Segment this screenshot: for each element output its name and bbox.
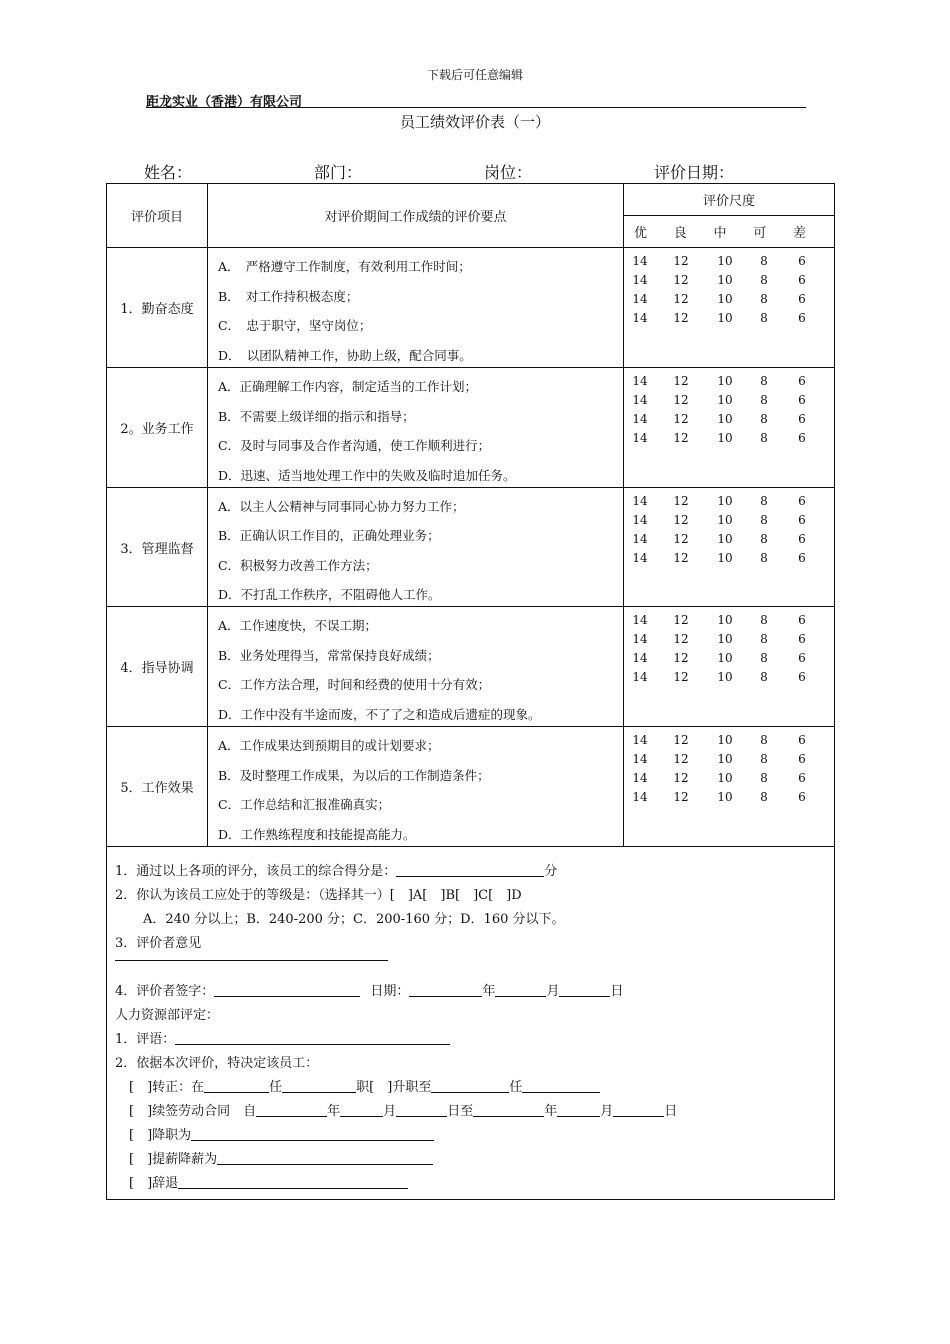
score-value[interactable]: 12	[673, 431, 689, 445]
grade-label: 优	[634, 226, 648, 241]
evaluator-opinion-label: 3．评价者意见	[115, 936, 202, 951]
promote-at-label: 任	[509, 1080, 523, 1095]
requirement-item: A．正确理解工作内容，制定适当的工作计划；	[218, 379, 478, 394]
regularize-at-label: 任	[269, 1080, 283, 1095]
section-row	[107, 248, 835, 368]
section-scores	[624, 488, 835, 607]
requirement-item: B．正确认识工作目的，正确处理业务；	[218, 528, 440, 543]
requirement-item: C．工作总结和汇报准确真实；	[218, 797, 391, 812]
score-value[interactable]: 10	[717, 752, 733, 766]
score-value[interactable]: 10	[717, 632, 733, 646]
year-label: 年	[482, 984, 496, 999]
month-blank[interactable]	[495, 983, 546, 997]
company-name: 距龙实业（香港）有限公司	[146, 95, 303, 110]
score-value[interactable]: 6	[798, 632, 806, 646]
requirement-item: C．积极努力改善工作方法；	[218, 557, 378, 573]
total-score-line	[115, 860, 557, 879]
section-name: 2。业务工作	[107, 368, 208, 488]
score-value[interactable]: 14	[632, 670, 648, 684]
score-value[interactable]: 12	[673, 393, 689, 407]
score-value[interactable]: 10	[717, 374, 733, 388]
score-value[interactable]: 12	[673, 292, 689, 306]
promote-position-blank[interactable]	[522, 1079, 600, 1093]
summary-section	[107, 847, 835, 1200]
score-value[interactable]: 6	[798, 494, 806, 508]
option-dismiss[interactable]	[129, 1172, 408, 1191]
requirement-item: B．不需要上级详细的指示和指导；	[218, 408, 415, 424]
score-row	[624, 492, 834, 511]
score-value[interactable]: 10	[717, 431, 733, 445]
evaluator-sign-label: 4．评价者签字：	[115, 984, 215, 999]
score-value[interactable]: 6	[798, 412, 806, 426]
score-value[interactable]: 10	[717, 551, 733, 565]
total-score-unit: 分	[544, 864, 558, 879]
year-label: 年	[544, 1104, 558, 1119]
score-value[interactable]: 14	[632, 292, 648, 306]
score-value[interactable]: 10	[717, 613, 733, 627]
score-value[interactable]: 14	[632, 733, 648, 747]
score-value[interactable]: 14	[632, 752, 648, 766]
score-value[interactable]: 14	[632, 311, 648, 325]
option-regularize-label: [ ]转正：在	[129, 1080, 205, 1095]
option-contract-label: [ ]续签劳动合同 自	[129, 1104, 257, 1119]
score-value[interactable]: 12	[673, 771, 689, 785]
score-value[interactable]: 10	[717, 494, 733, 508]
score-row	[624, 769, 834, 788]
score-row	[624, 731, 834, 750]
month-label: 月	[383, 1104, 397, 1119]
score-row	[624, 372, 834, 391]
score-value[interactable]: 12	[673, 374, 689, 388]
dismiss-blank[interactable]	[178, 1175, 408, 1189]
score-value[interactable]: 12	[673, 632, 689, 646]
requirement-item: B．业务处理得当，常常保持良好成绩；	[218, 647, 440, 663]
score-value[interactable]: 8	[760, 651, 768, 665]
score-value[interactable]: 6	[798, 513, 806, 527]
section-row	[107, 727, 835, 847]
score-value[interactable]: 8	[760, 431, 768, 445]
contract-to-day-blank[interactable]	[613, 1103, 664, 1117]
evaluation-table	[106, 183, 835, 1200]
hr-comment-blank[interactable]	[175, 1031, 450, 1045]
requirement-item: C．及时与同事及合作者沟通，使工作顺利进行；	[218, 438, 491, 453]
evaluator-date-label: 日期：	[370, 984, 410, 999]
score-value[interactable]: 8	[760, 292, 768, 306]
score-value[interactable]: 12	[673, 412, 689, 426]
score-row	[624, 649, 834, 668]
score-row	[624, 511, 834, 530]
score-value[interactable]: 8	[760, 551, 768, 565]
score-value[interactable]: 14	[632, 632, 648, 646]
option-salary-adjust[interactable]	[129, 1148, 433, 1167]
option-demote[interactable]	[129, 1124, 434, 1143]
score-value[interactable]: 14	[632, 532, 648, 546]
contract-from-day-blank[interactable]	[396, 1103, 447, 1117]
hr-comment-label: 1．评语：	[115, 1032, 176, 1047]
score-value[interactable]: 8	[760, 374, 768, 388]
score-value[interactable]: 10	[717, 670, 733, 684]
day-label: 日	[664, 1104, 678, 1119]
evaluator-sign-blank[interactable]	[214, 983, 360, 997]
score-value[interactable]: 14	[632, 374, 648, 388]
score-value[interactable]: 6	[798, 292, 806, 306]
score-value[interactable]: 6	[798, 790, 806, 804]
score-value[interactable]: 12	[673, 752, 689, 766]
grade-scale-note: A．240 分以上；B．240-200 分；C．200-160 分；D．160 分以下。	[143, 912, 565, 927]
score-value[interactable]: 6	[798, 551, 806, 565]
score-value[interactable]: 8	[760, 494, 768, 508]
section-name: 3．管理监督	[107, 488, 208, 607]
score-value[interactable]: 12	[673, 513, 689, 527]
section-requirements	[208, 488, 624, 607]
month-label: 月	[600, 1104, 614, 1119]
field-name-label: 姓名：	[144, 163, 193, 182]
score-row	[624, 611, 834, 630]
header-divider	[146, 107, 806, 108]
requirement-item: D．工作中没有半途而废，不了了之和造成后遗症的现象。	[218, 706, 541, 722]
section-requirements	[208, 368, 624, 488]
option-dismiss-label: [ ]辞退	[129, 1176, 179, 1191]
score-value[interactable]: 8	[760, 273, 768, 287]
contract-to-year-blank[interactable]	[473, 1103, 544, 1117]
year-label: 年	[327, 1104, 341, 1119]
salary-blank[interactable]	[217, 1151, 433, 1165]
evaluator-sign-line	[115, 980, 623, 999]
page-title: 员工绩效评价表（一）	[399, 113, 550, 131]
promote-dept-blank[interactable]	[431, 1079, 509, 1093]
score-value[interactable]: 8	[760, 733, 768, 747]
requirement-item: B．及时整理工作成果，为以后的工作制造条件；	[218, 767, 490, 783]
score-value[interactable]: 14	[632, 790, 648, 804]
contract-to-month-blank[interactable]	[557, 1103, 600, 1117]
month-label: 月	[546, 984, 560, 999]
requirement-item: B． 对工作持积极态度；	[218, 288, 359, 304]
field-date-label: 评价日期：	[654, 163, 735, 182]
requirement-item: D．工作熟练程度和技能提高能力。	[218, 826, 416, 842]
section-scores	[624, 248, 835, 368]
section-row	[107, 607, 835, 727]
score-row	[624, 410, 834, 429]
score-value[interactable]: 8	[760, 513, 768, 527]
download-note: 下载后可任意编辑	[426, 68, 523, 82]
score-value[interactable]: 8	[760, 752, 768, 766]
header-item: 评价项目	[107, 184, 208, 248]
score-value[interactable]: 14	[632, 613, 648, 627]
section-row	[107, 488, 835, 607]
grade-label: 差	[792, 226, 806, 241]
option-renew-contract[interactable]	[129, 1100, 677, 1119]
score-value[interactable]: 8	[760, 532, 768, 546]
score-value[interactable]: 6	[798, 374, 806, 388]
score-value[interactable]: 6	[798, 752, 806, 766]
score-value[interactable]: 6	[798, 733, 806, 747]
field-dept-label: 部门：	[314, 163, 363, 182]
day-blank[interactable]	[559, 983, 610, 997]
score-value[interactable]: 8	[760, 632, 768, 646]
section-scores	[624, 607, 835, 727]
score-value[interactable]: 10	[717, 733, 733, 747]
score-value[interactable]: 14	[632, 254, 648, 268]
score-value[interactable]: 14	[632, 494, 648, 508]
header-scale: 评价尺度	[624, 184, 835, 216]
section-scores	[624, 727, 835, 847]
grade-header	[624, 216, 835, 248]
score-value[interactable]: 12	[673, 670, 689, 684]
score-value[interactable]: 6	[798, 613, 806, 627]
score-value[interactable]: 14	[632, 393, 648, 407]
contract-to-label: 日至	[447, 1104, 474, 1119]
score-value[interactable]: 10	[717, 532, 733, 546]
section-row	[107, 368, 835, 488]
regularize-dept-blank[interactable]	[204, 1079, 269, 1093]
score-row	[624, 750, 834, 769]
requirement-item: A． 严格遵守工作制度，有效利用工作时间；	[218, 259, 471, 274]
score-value[interactable]: 8	[760, 790, 768, 804]
requirement-item: D． 以团队精神工作，协助上级，配合同事。	[218, 347, 472, 363]
score-value[interactable]: 12	[673, 790, 689, 804]
score-row	[624, 391, 834, 410]
requirement-item: D．迅速、适当地处理工作中的失败及临时追加任务。	[218, 467, 516, 483]
option-regularize-promote[interactable]	[129, 1076, 600, 1095]
section-requirements	[208, 607, 624, 727]
score-value[interactable]: 10	[717, 513, 733, 527]
score-value[interactable]: 14	[632, 412, 648, 426]
score-value[interactable]: 6	[798, 393, 806, 407]
score-row	[624, 788, 834, 807]
score-value[interactable]: 14	[632, 431, 648, 445]
requirement-item: A．工作成果达到预期目的或计划要求；	[218, 738, 440, 753]
hr-review-title: 人力资源部评定：	[115, 1008, 220, 1023]
grade-label: 可	[753, 226, 767, 241]
requirement-item: C． 忠于职守，坚守岗位；	[218, 318, 372, 333]
hr-decision-label: 2．依据本次评价，特决定该员工：	[115, 1056, 319, 1071]
score-value[interactable]: 8	[760, 393, 768, 407]
total-score-label: 1．通过以上各项的评分，该员工的综合得分是：	[115, 864, 397, 879]
score-row	[624, 530, 834, 549]
score-value[interactable]: 12	[673, 532, 689, 546]
grade-label: 良	[673, 226, 687, 241]
score-value[interactable]: 12	[673, 311, 689, 325]
year-blank[interactable]	[409, 983, 482, 997]
score-value[interactable]: 6	[798, 431, 806, 445]
field-position-label: 岗位：	[484, 163, 533, 182]
score-value[interactable]: 8	[760, 311, 768, 325]
score-row	[624, 549, 834, 568]
score-value[interactable]: 10	[717, 651, 733, 665]
evaluator-opinion-blank[interactable]	[115, 960, 388, 961]
score-value[interactable]: 10	[717, 311, 733, 325]
score-value[interactable]: 6	[798, 532, 806, 546]
score-value[interactable]: 12	[673, 273, 689, 287]
score-value[interactable]: 10	[717, 771, 733, 785]
score-value[interactable]: 6	[798, 273, 806, 287]
score-row	[624, 429, 834, 448]
requirement-item: C．工作方法合理，时间和经费的使用十分有效；	[218, 677, 491, 692]
option-demote-label: [ ]降职为	[129, 1128, 192, 1143]
section-name: 4．指导协调	[107, 607, 208, 727]
score-row	[624, 252, 834, 271]
score-row	[624, 630, 834, 649]
score-value[interactable]: 8	[760, 412, 768, 426]
grade-label: 中	[713, 226, 727, 241]
score-value[interactable]: 10	[717, 273, 733, 287]
score-value[interactable]: 6	[798, 311, 806, 325]
score-value[interactable]: 6	[798, 651, 806, 665]
contract-from-year-blank[interactable]	[256, 1103, 327, 1117]
score-value[interactable]: 12	[673, 551, 689, 565]
hr-comment-line	[115, 1028, 450, 1047]
score-value[interactable]: 12	[673, 254, 689, 268]
score-value[interactable]: 12	[673, 651, 689, 665]
requirement-item: A．工作速度快，不误工期；	[218, 618, 378, 633]
score-value[interactable]: 14	[632, 513, 648, 527]
score-row	[624, 309, 834, 328]
total-score-blank[interactable]	[396, 863, 544, 877]
score-value[interactable]: 14	[632, 771, 648, 785]
score-value[interactable]: 6	[798, 670, 806, 684]
score-value[interactable]: 12	[673, 613, 689, 627]
score-value[interactable]: 8	[760, 670, 768, 684]
score-value[interactable]: 10	[717, 393, 733, 407]
demote-blank[interactable]	[191, 1127, 434, 1141]
option-promote-label: 职[ ]升职至	[356, 1080, 432, 1095]
day-label: 日	[610, 984, 624, 999]
score-value[interactable]: 10	[717, 292, 733, 306]
score-value[interactable]: 6	[798, 254, 806, 268]
score-value[interactable]: 10	[717, 790, 733, 804]
section-name: 5．工作效果	[107, 727, 208, 847]
section-requirements	[208, 248, 624, 368]
score-value[interactable]: 12	[673, 494, 689, 508]
requirement-item: A．以主人公精神与同事同心协力努力工作；	[218, 498, 465, 514]
grade-question[interactable]: 2．你认为该员工应处于的等级是：（选择其一）[ ]A[ ]B[ ]C[ ]D	[115, 888, 522, 903]
header-requirements: 对评价期间工作成绩的评价要点	[208, 184, 624, 248]
score-value[interactable]: 14	[632, 551, 648, 565]
score-value[interactable]: 14	[632, 651, 648, 665]
requirement-item: D．不打乱工作秩序，不阻碍他人工作。	[218, 587, 441, 602]
section-requirements	[208, 727, 624, 847]
score-value[interactable]: 8	[760, 771, 768, 785]
score-row	[624, 668, 834, 687]
score-value[interactable]: 6	[798, 771, 806, 785]
option-salary-label: [ ]提薪降薪为	[129, 1152, 218, 1167]
score-row	[624, 271, 834, 290]
score-value[interactable]: 10	[717, 412, 733, 426]
score-value[interactable]: 8	[760, 254, 768, 268]
score-row	[624, 290, 834, 309]
score-value[interactable]: 10	[717, 254, 733, 268]
section-name: 1．勤奋态度	[107, 248, 208, 368]
score-value[interactable]: 14	[632, 273, 648, 287]
score-value[interactable]: 12	[673, 733, 689, 747]
section-scores	[624, 368, 835, 488]
contract-from-month-blank[interactable]	[340, 1103, 383, 1117]
regularize-position-blank[interactable]	[282, 1079, 356, 1093]
score-value[interactable]: 8	[760, 613, 768, 627]
